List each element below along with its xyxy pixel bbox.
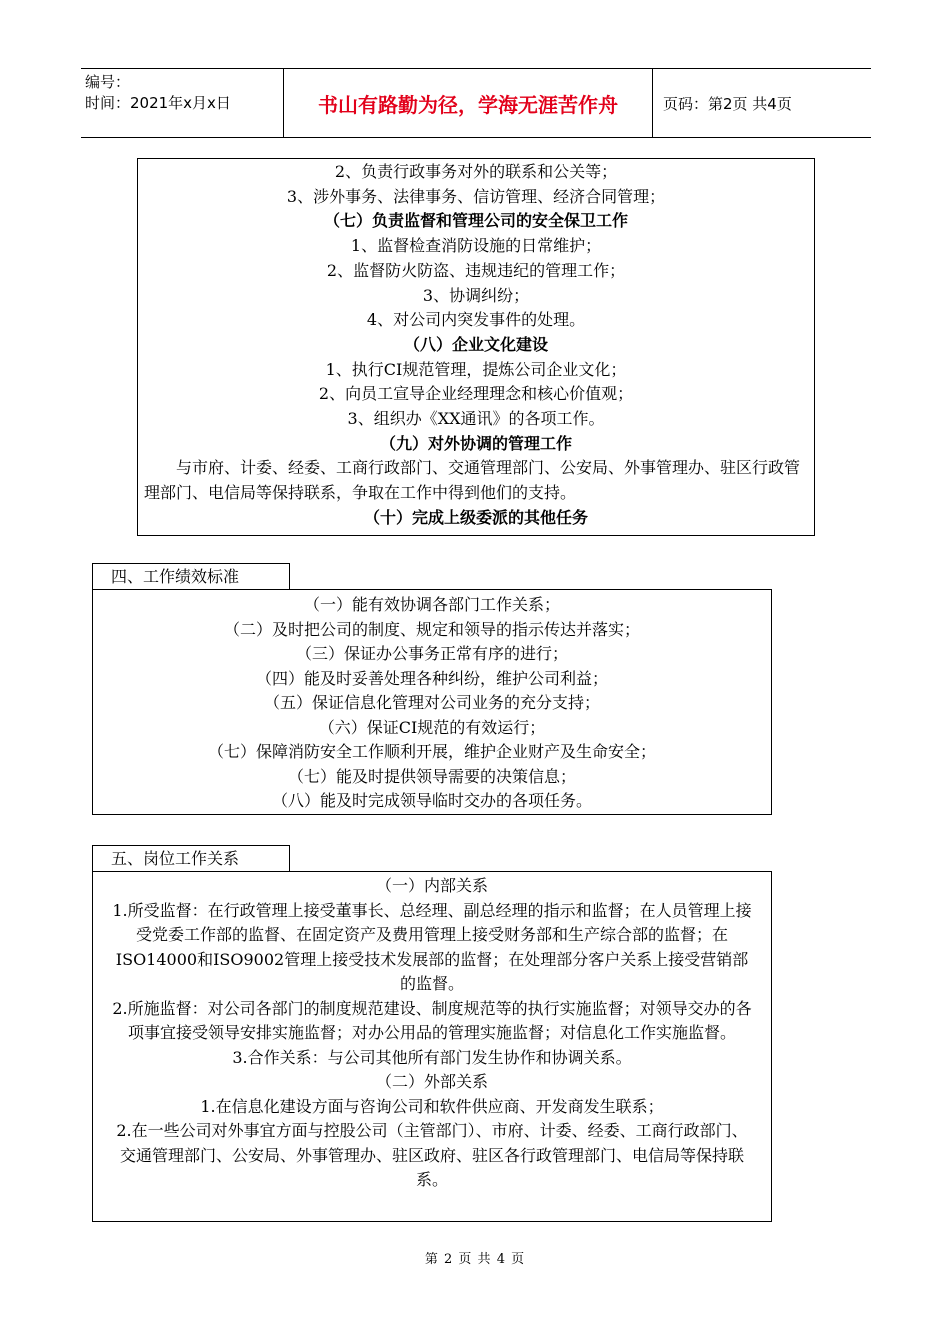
duty-line: 2、监督防火防盗、违规违纪的管理工作； [326,260,626,280]
duty-line: 1、监督检查消防设施的日常维护； [350,236,602,256]
performance-item: （一）能有效协调各部门工作关系； [303,595,560,614]
section-heading: （九）对外协调的管理工作 [379,433,572,453]
section-tab-relations: 五、岗位工作关系 [92,845,290,872]
section-heading: （十）完成上级委派的其他任务 [363,507,588,527]
external-relation-item: 1.在信息化建设方面与咨询公司和软件供应商、开发商发生联系； [200,1096,664,1116]
code-label: 编号： [85,73,131,91]
external-relations-title: （二）外部关系 [375,1072,488,1091]
section-heading: （八）企业文化建设 [403,334,548,354]
date-label: 时间：2021年x月x日 [85,94,231,112]
internal-relation-item: 1.所受监督：在行政管理上接受董事长、总经理、副总经理的指示和监督；在人员管理上接受党委工作部的监督、在固定资产及费用管理上接受财务部和生产综合部的监督；在ISO14000和ISO9002管理上接受技术发展部的监督；在处理部分客户关系上接受营销部的监督。 [112,900,752,993]
performance-item: （二）及时把公司的制度、规定和领导的指示传达并落实； [223,619,640,639]
duty-paragraph: 与市府、计委、经委、工商行政部门、交通管理部门、公安局、外事管理办、驻区行政管理部门、电信局等保持联系，争取在工作中得到他们的支持。 [144,458,801,503]
header-meta [81,69,284,137]
internal-relation-item: 2.所施监督：对公司各部门的制度规范建设、制度规范等的执行实施监督；对领导交办的各项事宜接受领导安排实施监督；对办公用品的管理实施监督；对信息化工作实施监督。 [112,998,752,1042]
performance-item: （八）能及时完成领导临时交办的各项任务。 [271,791,592,810]
duty-line: 4、对公司内突发事件的处理。 [366,310,586,330]
header-motto: 书山有路勤为径，学海无涯苦作舟 [284,69,653,137]
duty-line: 2、向员工宣导企业经理理念和核心价值观； [318,384,634,404]
page-footer: 第 2 页 共 4 页 [424,1252,526,1267]
duty-line: 1、执行CI规范管理，提炼公司企业文化； [325,359,627,379]
section-heading: （七）负责监督和管理公司的安全保卫工作 [323,211,628,231]
duty-line: 2、负责行政事务对外的联系和公关等； [334,162,618,181]
duty-line: 3、涉外事务、法律事务、信访管理、经济合同管理； [286,186,666,206]
section-tab-performance: 四、工作绩效标准 [92,563,290,590]
performance-item: （四）能及时妥善处理各种纠纷，维护公司利益； [255,668,608,688]
performance-item: （三）保证办公事务正常有序的进行； [295,644,568,663]
performance-item: （七）能及时提供领导需要的决策信息； [287,766,576,786]
internal-relation-item: 3.合作关系：与公司其他所有部门发生协作和协调关系。 [232,1047,632,1067]
performance-item: （七）保障消防安全工作顺利开展，维护企业财产及生命安全； [207,742,656,761]
duties-box [137,158,815,536]
performance-item: （五）保证信息化管理对公司业务的充分支持； [263,693,600,712]
relations-box [92,871,772,1222]
internal-relations-title: （一）内部关系 [375,876,488,895]
external-relation-item: 2.在一些公司对外事宜方面与控股公司（主管部门）、市府、计委、经委、工商行政部门、交通管理部门、公安局、外事管理办、驻区政府、驻区各行政管理部门、电信局等保持联系。 [116,1121,748,1189]
header-page-number: 页码：第2页 共4页 [663,94,792,113]
page-header [81,68,871,138]
duty-line: 3、协调纠纷； [422,285,530,305]
performance-item: （六）保证CI规范的有效运行； [318,717,546,737]
duty-line: 3、组织办《XX通讯》的各项工作。 [347,409,605,429]
performance-box [92,589,772,815]
